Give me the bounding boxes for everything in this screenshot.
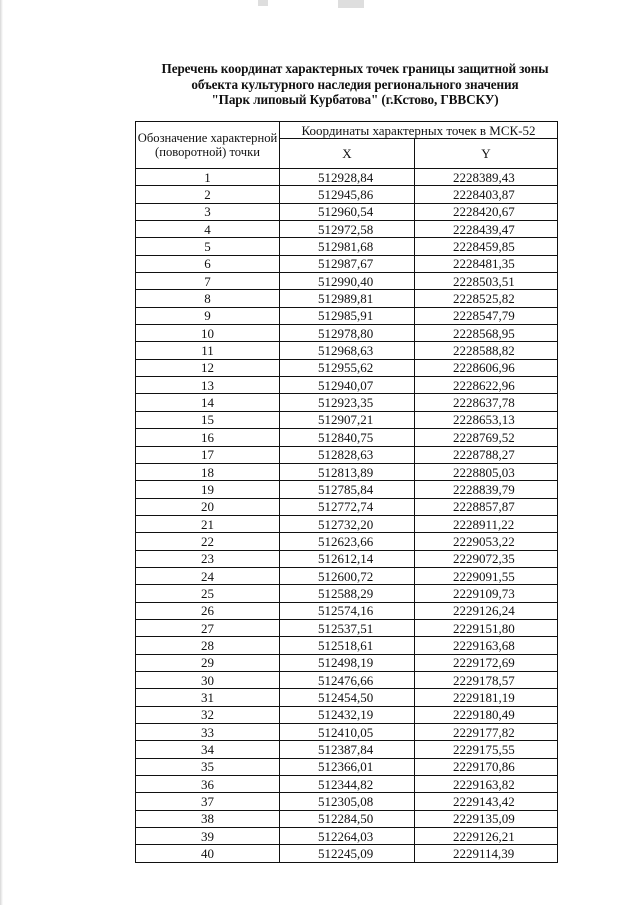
- scan-artifact: [258, 0, 268, 6]
- point-number: 5: [136, 238, 280, 255]
- coordinate-y: 2228769,52: [415, 429, 558, 446]
- point-number: 20: [136, 498, 280, 515]
- table-row: [136, 533, 558, 550]
- coordinate-x: 512454,50: [280, 689, 415, 706]
- table-row: [136, 255, 558, 272]
- coordinate-y: 2228420,67: [415, 203, 558, 220]
- point-number: 7: [136, 273, 280, 290]
- coordinate-x: 512985,91: [280, 307, 415, 324]
- table-row: [136, 671, 558, 688]
- coordinate-x: 512284,50: [280, 810, 415, 827]
- coordinate-y: 2228622,96: [415, 377, 558, 394]
- point-number: 18: [136, 463, 280, 480]
- coordinate-y: 2228805,03: [415, 463, 558, 480]
- point-number: 14: [136, 394, 280, 411]
- coordinate-y: 2228503,51: [415, 273, 558, 290]
- table-body: [136, 169, 558, 863]
- coordinate-x: 512981,68: [280, 238, 415, 255]
- point-number: 10: [136, 325, 280, 342]
- coordinate-x: 512387,84: [280, 741, 415, 758]
- table-row: [136, 567, 558, 584]
- coordinate-x: 512968,63: [280, 342, 415, 359]
- coordinate-y: 2229091,55: [415, 567, 558, 584]
- coordinate-x: 512785,84: [280, 481, 415, 498]
- coordinate-x: 512612,14: [280, 550, 415, 567]
- coordinate-x: 512518,61: [280, 637, 415, 654]
- coordinate-y: 2229163,82: [415, 776, 558, 793]
- coordinate-x: 512623,66: [280, 533, 415, 550]
- coordinate-x: 512945,86: [280, 186, 415, 203]
- coordinate-x: 512476,66: [280, 671, 415, 688]
- header-coordinates: Координаты характерных точек в МСК-52: [280, 122, 558, 139]
- table-row: [136, 273, 558, 290]
- point-number: 12: [136, 359, 280, 376]
- coordinate-x: 512498,19: [280, 654, 415, 671]
- coordinate-x: 512600,72: [280, 567, 415, 584]
- coordinate-y: 2228788,27: [415, 446, 558, 463]
- table-row: [136, 290, 558, 307]
- coordinate-x: 512978,80: [280, 325, 415, 342]
- coordinate-y: 2228439,47: [415, 221, 558, 238]
- coordinate-y: 2229053,22: [415, 533, 558, 550]
- table-row: [136, 515, 558, 532]
- table-row: [136, 793, 558, 810]
- point-number: 32: [136, 706, 280, 723]
- table-row: [136, 550, 558, 567]
- coordinate-x: 512972,58: [280, 221, 415, 238]
- coordinate-x: 512813,89: [280, 463, 415, 480]
- coordinate-y: 2228459,85: [415, 238, 558, 255]
- coordinate-x: 512588,29: [280, 585, 415, 602]
- coordinate-x: 512940,07: [280, 377, 415, 394]
- coordinate-y: 2228403,87: [415, 186, 558, 203]
- coordinate-y: 2229181,19: [415, 689, 558, 706]
- table-row: [136, 689, 558, 706]
- coordinate-y: 2229170,86: [415, 758, 558, 775]
- table-row: [136, 446, 558, 463]
- coordinate-x: 512305,08: [280, 793, 415, 810]
- coordinate-x: 512828,63: [280, 446, 415, 463]
- table-row: [136, 463, 558, 480]
- coordinate-y: 2229178,57: [415, 671, 558, 688]
- table-row: [136, 429, 558, 446]
- table-row: [136, 828, 558, 845]
- point-number: 9: [136, 307, 280, 324]
- coordinate-y: 2229126,24: [415, 602, 558, 619]
- table-row: [136, 619, 558, 636]
- coordinate-y: 2228653,13: [415, 411, 558, 428]
- point-number: 3: [136, 203, 280, 220]
- coordinate-y: 2229175,55: [415, 741, 558, 758]
- point-number: 22: [136, 533, 280, 550]
- table-row: [136, 203, 558, 220]
- point-number: 2: [136, 186, 280, 203]
- coordinate-y: 2229151,80: [415, 619, 558, 636]
- table-row: [136, 394, 558, 411]
- coordinate-y: 2229172,69: [415, 654, 558, 671]
- coordinate-x: 512840,75: [280, 429, 415, 446]
- table-row: [136, 498, 558, 515]
- coordinate-y: 2228389,43: [415, 169, 558, 186]
- coordinate-x: 512732,20: [280, 515, 415, 532]
- coordinate-x: 512245,09: [280, 845, 415, 862]
- point-number: 38: [136, 810, 280, 827]
- coordinate-x: 512989,81: [280, 290, 415, 307]
- point-number: 33: [136, 724, 280, 741]
- coordinate-y: 2229114,39: [415, 845, 558, 862]
- table-row: [136, 758, 558, 775]
- coordinate-x: 512366,01: [280, 758, 415, 775]
- table-row: [136, 411, 558, 428]
- scan-artifact: [338, 0, 364, 8]
- coordinate-y: 2229163,68: [415, 637, 558, 654]
- table-row: [136, 776, 558, 793]
- coordinates-table: [135, 121, 558, 863]
- table-row: [136, 724, 558, 741]
- point-number: 28: [136, 637, 280, 654]
- point-number: 6: [136, 255, 280, 272]
- table-row: [136, 585, 558, 602]
- title-line-2: объекта культурного наследия регионального значения: [191, 76, 519, 92]
- table-row: [136, 221, 558, 238]
- coordinate-y: 2228547,79: [415, 307, 558, 324]
- scan-edge-shadow: [0, 0, 3, 905]
- point-number: 17: [136, 446, 280, 463]
- coordinate-x: 512432,19: [280, 706, 415, 723]
- coordinate-x: 512955,62: [280, 359, 415, 376]
- coordinate-y: 2228637,78: [415, 394, 558, 411]
- coordinate-y: 2229135,09: [415, 810, 558, 827]
- table-row: [136, 186, 558, 203]
- point-number: 34: [136, 741, 280, 758]
- coordinate-y: 2229180,49: [415, 706, 558, 723]
- point-number: 31: [136, 689, 280, 706]
- point-number: 19: [136, 481, 280, 498]
- coordinate-x: 512574,16: [280, 602, 415, 619]
- coordinate-x: 512923,35: [280, 394, 415, 411]
- table-row: [136, 741, 558, 758]
- header-point-designation: Обозначение характерной (поворотной) точки: [136, 122, 280, 169]
- point-number: 26: [136, 602, 280, 619]
- table-row: [136, 307, 558, 324]
- coordinate-y: 2229177,82: [415, 724, 558, 741]
- point-number: 40: [136, 845, 280, 862]
- coordinate-x: 512537,51: [280, 619, 415, 636]
- coordinate-x: 512410,05: [280, 724, 415, 741]
- point-number: 15: [136, 411, 280, 428]
- coordinate-y: 2228911,22: [415, 515, 558, 532]
- coordinate-y: 2229126,21: [415, 828, 558, 845]
- title-line-1: Перечень координат характерных точек границы защитной зоны: [161, 61, 549, 76]
- coordinate-y: 2229143,42: [415, 793, 558, 810]
- point-number: 1: [136, 169, 280, 186]
- table-row: [136, 342, 558, 359]
- point-number: 24: [136, 567, 280, 584]
- point-number: 11: [136, 342, 280, 359]
- coordinate-x: 512987,67: [280, 255, 415, 272]
- coordinate-x: 512960,54: [280, 203, 415, 220]
- table-row: [136, 377, 558, 394]
- point-number: 27: [136, 619, 280, 636]
- coordinate-x: 512928,84: [280, 169, 415, 186]
- point-number: 39: [136, 828, 280, 845]
- table-header-row: [136, 122, 558, 139]
- coordinate-x: 512990,40: [280, 273, 415, 290]
- table-row: [136, 810, 558, 827]
- coordinate-y: 2228481,35: [415, 255, 558, 272]
- point-number: 8: [136, 290, 280, 307]
- point-number: 23: [136, 550, 280, 567]
- table-row: [136, 325, 558, 342]
- point-number: 35: [136, 758, 280, 775]
- point-number: 29: [136, 654, 280, 671]
- header-x: X: [280, 139, 415, 169]
- table-row: [136, 238, 558, 255]
- coordinate-y: 2229109,73: [415, 585, 558, 602]
- coordinate-x: 512772,74: [280, 498, 415, 515]
- table-row: [136, 481, 558, 498]
- coordinate-x: 512907,21: [280, 411, 415, 428]
- table-row: [136, 637, 558, 654]
- coordinate-y: 2228857,87: [415, 498, 558, 515]
- coordinate-y: 2228588,82: [415, 342, 558, 359]
- point-number: 4: [136, 221, 280, 238]
- title-line-3: "Парк липовый Курбатова" (г.Кстово, ГВВСКУ): [211, 92, 499, 107]
- table-row: [136, 706, 558, 723]
- point-number: 16: [136, 429, 280, 446]
- header-y: Y: [415, 139, 558, 169]
- point-number: 25: [136, 585, 280, 602]
- coordinate-y: 2228839,79: [415, 481, 558, 498]
- coordinate-y: 2228606,96: [415, 359, 558, 376]
- coordinate-y: 2229072,35: [415, 550, 558, 567]
- point-number: 30: [136, 671, 280, 688]
- coordinate-y: 2228568,95: [415, 325, 558, 342]
- point-number: 36: [136, 776, 280, 793]
- table-row: [136, 359, 558, 376]
- table-row: [136, 654, 558, 671]
- point-number: 21: [136, 515, 280, 532]
- table-row: [136, 602, 558, 619]
- document-title: [120, 61, 590, 108]
- table-row: [136, 845, 558, 862]
- coordinate-y: 2228525,82: [415, 290, 558, 307]
- point-number: 13: [136, 377, 280, 394]
- coordinate-x: 512344,82: [280, 776, 415, 793]
- table-row: [136, 169, 558, 186]
- point-number: 37: [136, 793, 280, 810]
- coordinate-x: 512264,03: [280, 828, 415, 845]
